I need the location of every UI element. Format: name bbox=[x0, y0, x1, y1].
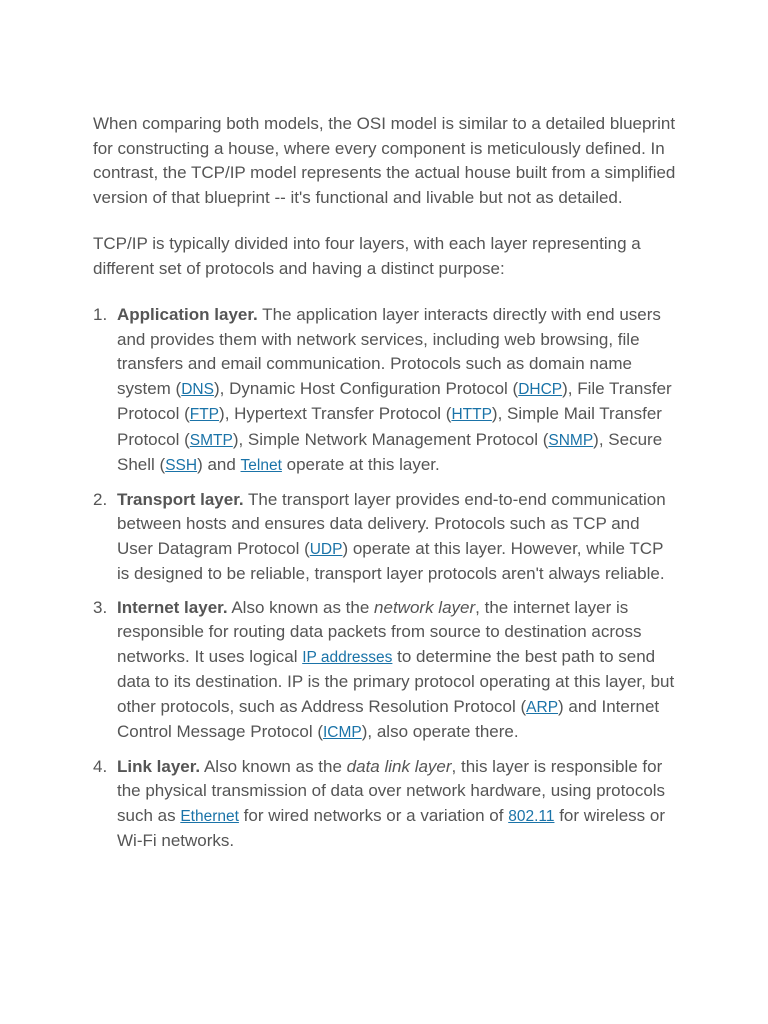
body-text: ) and Internet Control Message Protocol ( bbox=[117, 696, 660, 741]
body-text: operate at this layer. bbox=[281, 455, 440, 474]
list-item-internet-layer bbox=[93, 596, 677, 746]
link-dhcp[interactable]: DHCP bbox=[518, 380, 563, 398]
body-text: ), also operate there. bbox=[361, 722, 519, 741]
list-item-link-layer bbox=[93, 755, 677, 854]
link-icmp[interactable]: ICMP bbox=[322, 724, 362, 741]
body-text: ), Hypertext Transfer Protocol ( bbox=[219, 404, 452, 423]
link-ssh[interactable]: SSH bbox=[165, 457, 198, 474]
link-802-11[interactable]: 802.11 bbox=[508, 807, 555, 825]
link-ip-addresses[interactable]: IP addresses bbox=[302, 648, 393, 666]
layer-title: Internet layer. bbox=[117, 597, 228, 617]
body-text: Also known as the bbox=[227, 597, 375, 617]
link-telnet[interactable]: Telnet bbox=[240, 457, 282, 474]
layer-title: Transport layer. bbox=[117, 489, 244, 509]
body-text: ) and bbox=[197, 455, 241, 474]
body-text: ) operate at this layer. However, while TCP is designed to be reliable, transport layer protocols aren't always reliable. bbox=[117, 538, 665, 583]
list-number: 1. bbox=[93, 305, 108, 324]
layers-intro-paragraph: TCP/IP is typically divided into four layers, with each layer representing a different set of protocols and having a distinct purpose: bbox=[93, 234, 641, 278]
list-number: 4. bbox=[93, 756, 108, 776]
body-text: Also known as the bbox=[200, 756, 347, 776]
link-snmp[interactable]: SNMP bbox=[548, 431, 594, 449]
layer-title: Link layer. bbox=[117, 756, 201, 776]
body-text: , this layer is responsible for the physical transmission of data over network hardware, using protocols such as bbox=[117, 756, 666, 825]
body-text: ), File Transfer Protocol ( bbox=[117, 378, 672, 423]
body-text: The application layer interacts directly with end users and provides them with network services, including web browsing, file transfers and email communication. Protocols such as domain name system ( bbox=[117, 305, 661, 398]
link-ethernet[interactable]: Ethernet bbox=[180, 807, 239, 825]
body-text: The transport layer provides end-to-end communication between hosts and ensures data delivery. Protocols such as TCP and User Datagram Protocol ( bbox=[117, 489, 666, 558]
body-text: for wired networks or a variation of bbox=[238, 805, 509, 825]
link-smtp[interactable]: SMTP bbox=[189, 431, 233, 449]
link-http[interactable]: HTTP bbox=[451, 406, 492, 423]
body-text: ), Dynamic Host Configuration Protocol ( bbox=[213, 378, 519, 398]
body-text: ), Simple Mail Transfer Protocol ( bbox=[117, 404, 662, 449]
layer-list bbox=[93, 303, 677, 854]
link-arp[interactable]: ARP bbox=[526, 698, 559, 716]
body-text: , the internet layer is responsible for routing data packets from source to destination across networks. It uses logical bbox=[117, 597, 642, 666]
link-dns[interactable]: DNS bbox=[181, 380, 214, 398]
body-text: ), Simple Network Management Protocol ( bbox=[232, 429, 549, 449]
body-text: for wireless or Wi-Fi networks. bbox=[117, 805, 665, 850]
article-body bbox=[93, 112, 677, 863]
emphasis-term: data link layer bbox=[346, 756, 452, 776]
list-item-transport-layer bbox=[93, 488, 677, 587]
layer-title: Application layer. bbox=[117, 305, 258, 324]
body-text: to determine the best path to send data to its destination. IP is the primary protocol operating at this layer, but other protocols, such as Address Resolution Protocol ( bbox=[117, 646, 675, 716]
link-ftp[interactable]: FTP bbox=[189, 406, 220, 423]
body-text: ), Secure Shell ( bbox=[117, 429, 663, 474]
list-number: 2. bbox=[93, 489, 108, 509]
list-number: 3. bbox=[93, 597, 108, 617]
intro-paragraph: When comparing both models, the OSI model is similar to a detailed blueprint for constructing a house, where every component is meticulously defined. In contrast, the TCP/IP model represents the actual house built from a simplified version of that blueprint -- it's functional and livable but not as detailed. bbox=[93, 114, 676, 207]
emphasis-term: network layer bbox=[374, 597, 476, 617]
link-udp[interactable]: UDP bbox=[309, 540, 343, 558]
list-item-application-layer bbox=[93, 303, 677, 479]
